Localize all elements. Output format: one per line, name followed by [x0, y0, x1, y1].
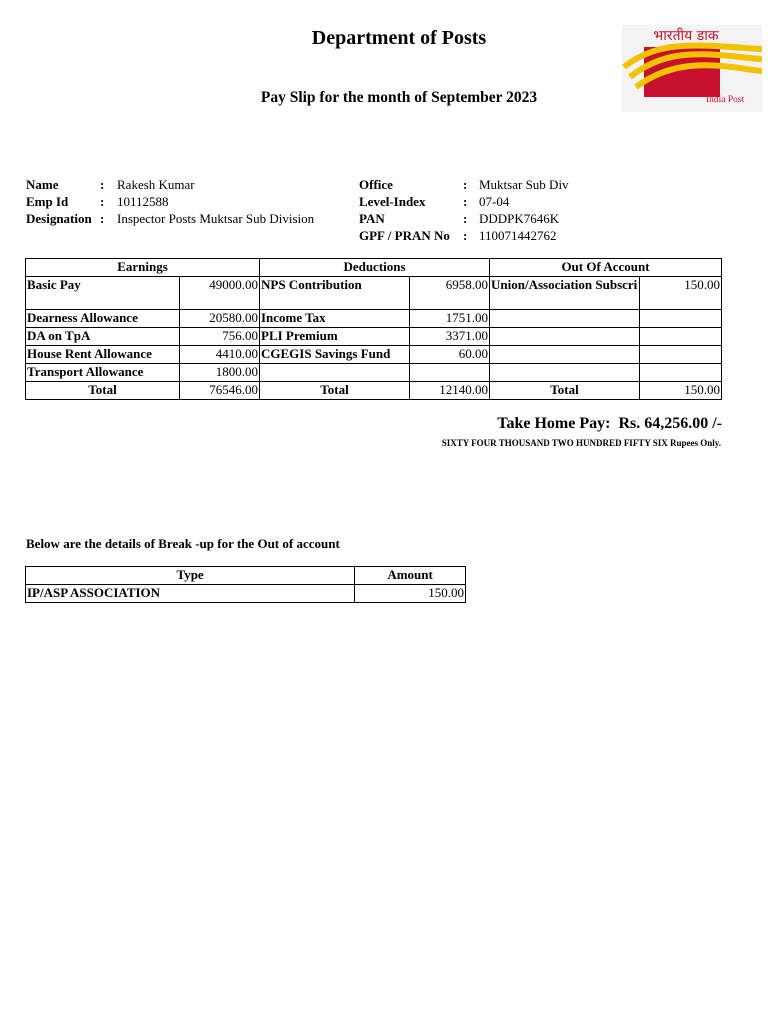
- office-row: [359, 176, 569, 193]
- out-of-account-label: [490, 346, 640, 364]
- info-value: Rakesh Kumar: [117, 177, 195, 192]
- info-colon: :: [463, 177, 468, 192]
- out-of-account-amount: [640, 364, 722, 382]
- out-of-account-amount: [640, 346, 722, 364]
- earning-amount: 756.00: [180, 328, 260, 346]
- table-row: [26, 310, 722, 328]
- employee-info-right: [359, 176, 569, 244]
- pay-table: [25, 258, 722, 400]
- deduction-amount: 60.00: [410, 346, 490, 364]
- info-label: Office: [359, 177, 393, 192]
- earning-amount: 4410.00: [180, 346, 260, 364]
- info-colon: :: [463, 194, 468, 209]
- take-home-amount: Rs. 64,256.00 /-: [618, 415, 722, 432]
- table-row: [26, 346, 722, 364]
- info-label: Designation: [26, 211, 92, 226]
- breakup-amount: 150.00: [355, 585, 466, 603]
- emp-id-row: [26, 193, 314, 210]
- info-value: Inspector Posts Muktsar Sub Division: [117, 211, 315, 226]
- deduction-amount: [410, 364, 490, 382]
- out-of-account-label: Union/Association Subscri: [490, 277, 640, 310]
- info-label: Emp Id: [26, 194, 69, 209]
- info-value: 07-04: [479, 194, 510, 209]
- earnings-header: Earnings: [26, 259, 260, 277]
- pay-table-header-row: [26, 259, 722, 277]
- earning-amount: 1800.00: [180, 364, 260, 382]
- info-label: Name: [26, 177, 59, 192]
- earning-label: Dearness Allowance: [26, 310, 180, 328]
- earning-label: Transport Allowance: [26, 364, 180, 382]
- earnings-total-label: Total: [26, 382, 180, 400]
- india-post-logo: [622, 25, 762, 112]
- info-colon: :: [100, 211, 105, 226]
- table-row: [26, 328, 722, 346]
- pan-row: [359, 210, 569, 227]
- deductions-total-label: Total: [260, 382, 410, 400]
- deduction-amount: 1751.00: [410, 310, 490, 328]
- take-home-pay: [0, 415, 722, 433]
- info-colon: :: [463, 211, 468, 226]
- logo-english-text: India Post: [706, 95, 745, 105]
- info-colon: :: [100, 194, 105, 209]
- employee-info-left: [26, 176, 314, 227]
- breakup-title: Below are the details of Break -up for the Out of account: [26, 536, 340, 551]
- out-of-account-label: [490, 310, 640, 328]
- pay-slip-subtitle: Pay Slip for the month of September 2023: [260, 89, 538, 106]
- deductions-header: Deductions: [260, 259, 490, 277]
- deduction-label: NPS Contribution: [260, 277, 410, 310]
- out-of-account-label: [490, 364, 640, 382]
- info-value: Muktsar Sub Div: [479, 177, 569, 192]
- gpf-pran-row: [359, 227, 569, 244]
- level-index-row: [359, 193, 569, 210]
- deduction-label: PLI Premium: [260, 328, 410, 346]
- info-label: Level-Index: [359, 194, 426, 209]
- page-title: Department of Posts: [311, 27, 487, 49]
- breakup-type: IP/ASP ASSOCIATION: [26, 585, 355, 603]
- info-value: 110071442762: [479, 228, 557, 243]
- out-of-account-total-amount: 150.00: [640, 382, 722, 400]
- logo-hindi-text: भारतीय डाक: [653, 28, 719, 44]
- earning-amount: 49000.00: [180, 277, 260, 310]
- amount-in-words: SIXTY FOUR THOUSAND TWO HUNDRED FIFTY SIX Rupees Only.: [441, 438, 721, 448]
- out-of-account-total-label: Total: [490, 382, 640, 400]
- info-colon: :: [463, 228, 468, 243]
- out-of-account-amount: [640, 328, 722, 346]
- out-of-account-amount: [640, 310, 722, 328]
- deduction-amount: 3371.00: [410, 328, 490, 346]
- out-of-account-label: [490, 328, 640, 346]
- designation-row: [26, 210, 314, 227]
- earning-label: Basic Pay: [26, 277, 180, 310]
- deduction-label: CGEGIS Savings Fund: [260, 346, 410, 364]
- breakup-header-row: [26, 567, 466, 585]
- deduction-label: [260, 364, 410, 382]
- table-row: [26, 585, 466, 603]
- earning-label: DA on TpA: [26, 328, 180, 346]
- info-value: DDDPK7646K: [479, 211, 560, 226]
- amount-header: Amount: [355, 567, 466, 585]
- name-row: [26, 176, 314, 193]
- earning-amount: 20580.00: [180, 310, 260, 328]
- table-row: [26, 364, 722, 382]
- breakup-table: [25, 566, 466, 603]
- earning-label: House Rent Allowance: [26, 346, 180, 364]
- info-label: GPF / PRAN No: [359, 228, 450, 243]
- type-header: Type: [26, 567, 355, 585]
- deduction-label: Income Tax: [260, 310, 410, 328]
- totals-row: [26, 382, 722, 400]
- earnings-total-amount: 76546.00: [180, 382, 260, 400]
- info-colon: :: [100, 177, 105, 192]
- info-label: PAN: [359, 211, 385, 226]
- table-row: [26, 277, 722, 310]
- deductions-total-amount: 12140.00: [410, 382, 490, 400]
- out-of-account-amount: 150.00: [640, 277, 722, 310]
- deduction-amount: 6958.00: [410, 277, 490, 310]
- out-of-account-header: Out Of Account: [490, 259, 722, 277]
- info-value: 10112588: [117, 194, 169, 209]
- take-home-label: Take Home Pay:: [497, 415, 611, 432]
